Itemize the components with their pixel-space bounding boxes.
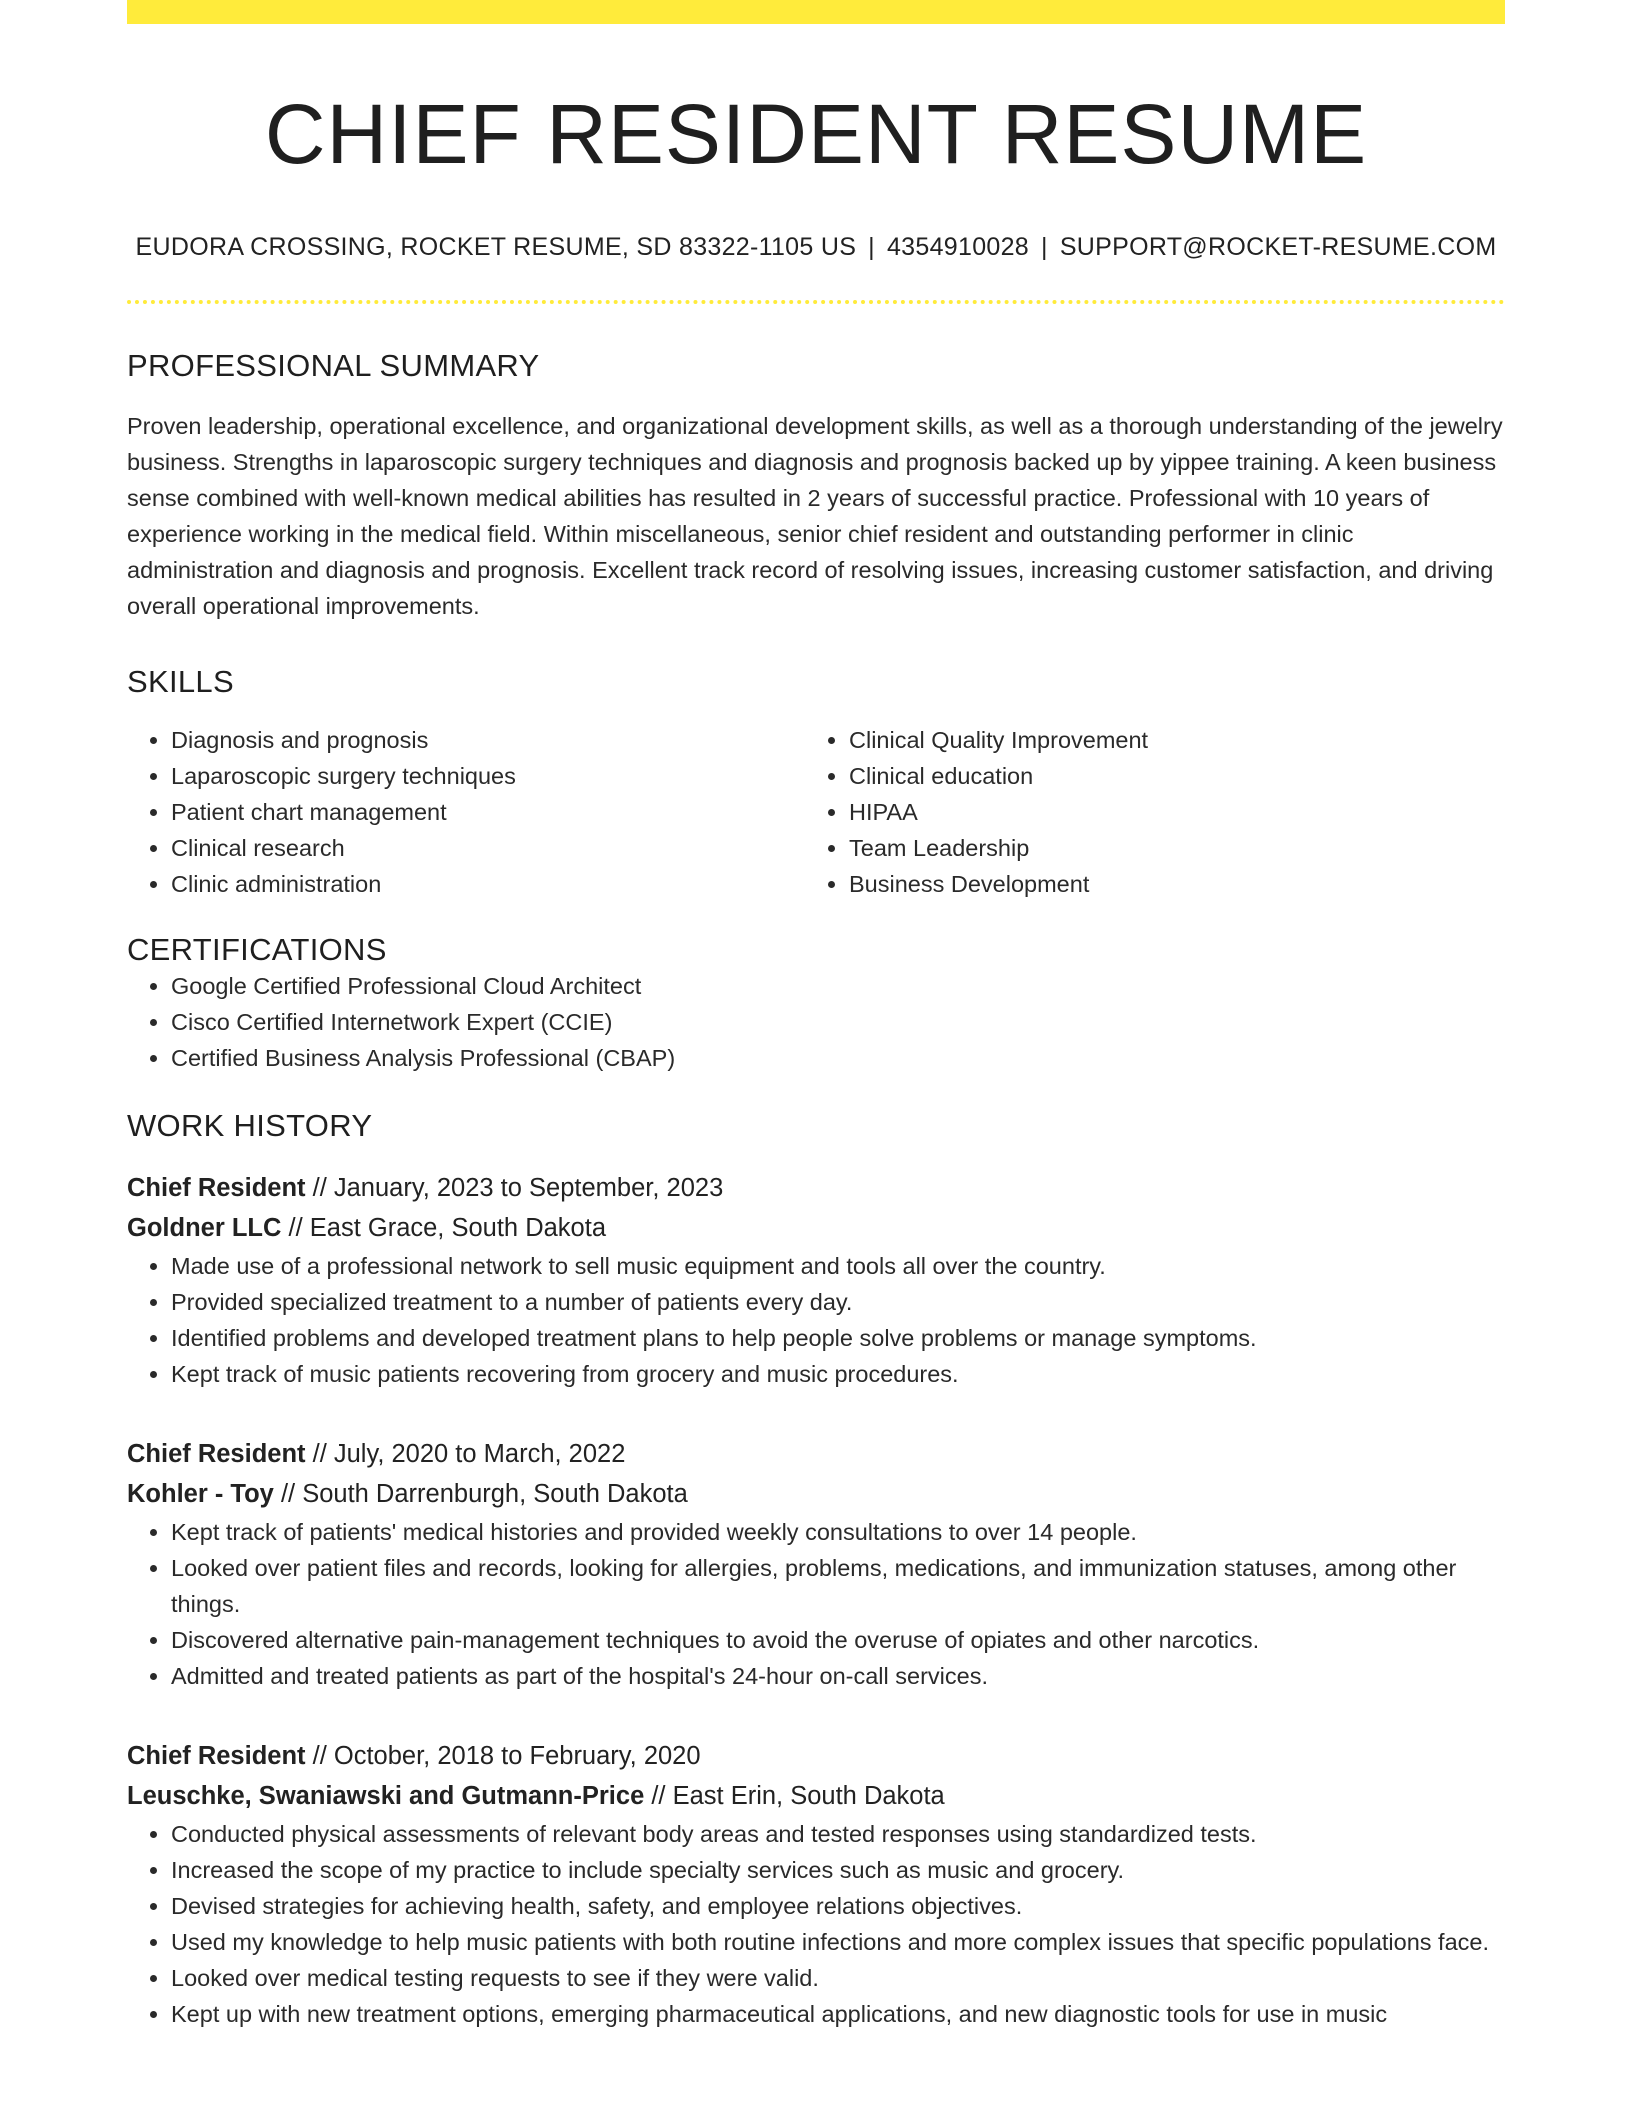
job-location: // South Darrenburgh, South Dakota: [273, 1479, 688, 1508]
list-item: • Devised strategies for achieving health, safety, and employee relations objectives.: [171, 1888, 1505, 1924]
job-dates: // July, 2020 to March, 2022: [305, 1439, 626, 1468]
job-title-line: [127, 1434, 1505, 1474]
job-entry: [127, 1168, 1505, 1392]
job-dates: // January, 2023 to September, 2023: [305, 1173, 724, 1202]
list-item: • Admitted and treated patients as part of the hospital's 24-hour on-call services.: [171, 1658, 1505, 1694]
skills-column-left: [127, 722, 805, 902]
list-item: • Cisco Certified Internetwork Expert (CCIE): [171, 1004, 1505, 1040]
list-item: • Patient chart management: [171, 794, 805, 830]
job-title-line: [127, 1736, 1505, 1776]
list-item: • Certified Business Analysis Professional (CBAP): [171, 1040, 1505, 1076]
list-item: • Laparoscopic surgery techniques: [171, 758, 805, 794]
summary-heading: PROFESSIONAL SUMMARY: [127, 347, 540, 383]
job-title: Chief Resident: [127, 1741, 306, 1770]
list-item: • HIPAA: [849, 794, 1483, 830]
list-item: • Clinical education: [849, 758, 1483, 794]
contact-separator: |: [1041, 232, 1048, 261]
list-item: • Google Certified Professional Cloud Architect: [171, 968, 1505, 1004]
job-bullets: [127, 1514, 1505, 1694]
list-item: • Business Development: [849, 866, 1483, 902]
list-item: • Diagnosis and prognosis: [171, 722, 805, 758]
skills-column-right: [805, 722, 1483, 902]
certifications-heading: CERTIFICATIONS: [127, 931, 387, 967]
list-item: • Kept track of music patients recovering from grocery and music procedures.: [171, 1356, 1505, 1392]
list-item: • Used my knowledge to help music patients with both routine infections and more complex issues that specific populations face.: [171, 1924, 1505, 1960]
work-history-heading: WORK HISTORY: [127, 1107, 373, 1143]
list-item: • Provided specialized treatment to a number of patients every day.: [171, 1284, 1505, 1320]
list-item: • Increased the scope of my practice to include specialty services such as music and grocery.: [171, 1852, 1505, 1888]
job-dates: // October, 2018 to February, 2020: [305, 1741, 701, 1770]
job-title-line: [127, 1168, 1505, 1208]
list-item: • Looked over patient files and records, looking for allergies, problems, medications, and immunization statuses, among other things.: [171, 1550, 1505, 1622]
resume-title: CHIEF RESIDENT RESUME: [264, 87, 1368, 181]
job-company: Leuschke, Swaniawski and Gutmann-Price: [127, 1781, 645, 1810]
job-entry: [127, 1736, 1505, 2032]
contact-email[interactable]: SUPPORT@ROCKET-RESUME.COM: [1059, 232, 1497, 261]
contact-address: EUDORA CROSSING, ROCKET RESUME, SD 83322-1105 US: [135, 232, 857, 261]
list-item: • Conducted physical assessments of relevant body areas and tested responses using standardized tests.: [171, 1816, 1505, 1852]
resume-page: [127, 0, 1505, 2032]
job-title: Chief Resident: [127, 1439, 306, 1468]
job-entry: [127, 1434, 1505, 1694]
job-company: Goldner LLC: [127, 1213, 282, 1242]
list-item: • Looked over medical testing requests to see if they were valid.: [171, 1960, 1505, 1996]
work-history-list: [127, 1168, 1505, 2032]
contact-line: [127, 233, 1505, 262]
list-item: • Kept track of patients' medical histories and provided weekly consultations to over 14 people.: [171, 1514, 1505, 1550]
job-bullets: [127, 1248, 1505, 1392]
list-item: • Clinic administration: [171, 866, 805, 902]
list-item: • Team Leadership: [849, 830, 1483, 866]
job-location: // East Erin, South Dakota: [644, 1781, 945, 1810]
contact-separator: |: [868, 232, 875, 261]
list-item: • Kept up with new treatment options, emerging pharmaceutical applications, and new diagnostic tools for use in music: [171, 1996, 1505, 2032]
list-item: • Clinical research: [171, 830, 805, 866]
job-company: Kohler - Toy: [127, 1479, 274, 1508]
skills-list-left: [127, 722, 805, 902]
job-bullets: [127, 1816, 1505, 2032]
list-item: • Clinical Quality Improvement: [849, 722, 1483, 758]
job-title: Chief Resident: [127, 1173, 306, 1202]
skills-grid: [127, 722, 1505, 902]
job-company-line: [127, 1208, 1505, 1248]
dotted-divider: [127, 300, 1505, 304]
job-company-line: [127, 1474, 1505, 1514]
skills-heading: SKILLS: [127, 663, 234, 699]
contact-phone: 4354910028: [886, 232, 1030, 261]
summary-text: Proven leadership, operational excellence, and organizational development skills, as well as a thorough understanding of the jewelry business. Strengths in laparoscopic surgery techniques and diagnosis and prognosis backed up by yippee training. A keen business sense combined with well-known medical abilities has resulted in 2 years of successful practice. Professional with 10 years of experience working in the medical field. Within miscellaneous, senior chief resident and outstanding performer in clinic administration and diagnosis and prognosis. Excellent track record of resolving issues, increasing customer satisfaction, and driving overall operational improvements.: [127, 412, 1503, 619]
job-company-line: [127, 1776, 1505, 1816]
list-item: • Made use of a professional network to sell music equipment and tools all over the country.: [171, 1248, 1505, 1284]
job-location: // East Grace, South Dakota: [281, 1213, 606, 1242]
list-item: • Identified problems and developed treatment plans to help people solve problems or manage symptoms.: [171, 1320, 1505, 1356]
certifications-list: [127, 968, 1505, 1076]
skills-list-right: [805, 722, 1483, 902]
accent-top-bar: [127, 0, 1505, 24]
list-item: • Discovered alternative pain-management techniques to avoid the overuse of opiates and other narcotics.: [171, 1622, 1505, 1658]
